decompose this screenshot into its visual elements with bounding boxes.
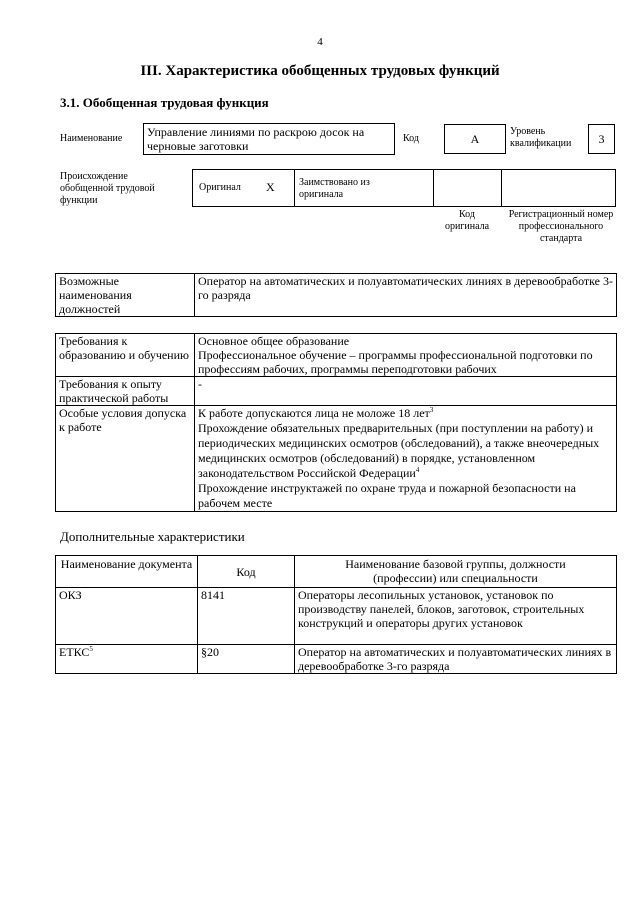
conditions-line: К работе допускаются лица не моложе 18 лет$^3$ xyxy=(198,406,434,420)
code-cell: §20 xyxy=(198,645,295,674)
table-row xyxy=(56,645,617,674)
table-row xyxy=(56,334,617,377)
education-value xyxy=(195,334,617,377)
extra-title: Дополнительные характеристики xyxy=(60,529,245,544)
doc-cell: ЕТКС$^5$ xyxy=(56,645,198,674)
extra-table xyxy=(55,555,617,674)
education-label: Требования к образованию и обучению xyxy=(56,334,195,377)
original-mark: X xyxy=(266,180,275,194)
positions-table xyxy=(55,273,617,317)
col-header-name: Наименование базовой группы, должности (профессии) или специальности xyxy=(295,556,617,588)
code-original-caption: Код оригинала xyxy=(444,209,490,232)
original-label: Оригинал xyxy=(199,182,241,193)
conditions-line: Прохождение инструктажей по охране труда и пожарной безопасности на рабочем месте xyxy=(198,481,576,510)
doc-cell: ОКЗ xyxy=(56,588,198,645)
table-row xyxy=(56,588,617,645)
experience-value: - xyxy=(195,377,617,406)
table-row xyxy=(56,274,617,317)
requirements-table xyxy=(55,333,617,512)
section-title: III. Характеристика обобщенных трудовых функций xyxy=(140,63,500,79)
experience-label: Требования к опыту практической работы xyxy=(56,377,195,406)
code-label: Код xyxy=(403,133,419,144)
education-line: Основное общее образование xyxy=(198,334,350,348)
col-header-document: Наименование документа xyxy=(56,556,198,588)
level-value-box xyxy=(588,124,615,154)
positions-label: Возможные наименования должностей xyxy=(56,274,195,317)
code-value-box xyxy=(444,124,506,154)
special-conditions-value xyxy=(195,406,617,512)
reg-number-caption: Регистрационный номер профессионального стандарта xyxy=(508,209,614,244)
table-row xyxy=(56,377,617,406)
borrowed-label: Заимствовано из оригинала xyxy=(299,177,370,200)
code-cell: 8141 xyxy=(198,588,295,645)
level-value: 3 xyxy=(598,132,605,146)
table-header-row xyxy=(56,556,617,588)
code-value: А xyxy=(470,132,480,146)
level-label: Уровень квалификации xyxy=(510,126,572,149)
conditions-line: Прохождение обязательных предварительных (при поступлении на работу) и периодических медицинских осмотров (обследований), а также внеочередных медицинских осмотров (обследований) в порядке, установленном законодательством Российской Федерации$^4$ xyxy=(198,421,600,480)
special-conditions-label: Особые условия допуска к работе xyxy=(56,406,195,512)
subsection-title: 3.1. Обобщенная трудовая функция xyxy=(60,95,269,110)
education-line: Профессиональное обучение – программы профессиональной подготовки по профессиям рабочих, программы переподготовки рабочих xyxy=(198,348,593,376)
name-cell: Оператор на автоматических и полуавтоматических линиях в деревообработке 3-го разряда xyxy=(295,645,617,674)
name-value: Управление линиями по раскрою досок на черновые заготовки xyxy=(147,125,365,153)
page-number: 4 xyxy=(317,36,323,48)
col-header-code: Код xyxy=(198,556,295,588)
origin-label: Происхождение обобщенной трудовой функции xyxy=(60,171,155,206)
origin-table xyxy=(192,169,616,207)
table-row xyxy=(56,406,617,512)
name-cell: Операторы лесопильных установок, установок по производству панелей, блоков, заготовок, строительных конструкций и операторы других установок xyxy=(295,588,617,645)
name-label: Наименование xyxy=(60,133,123,144)
positions-value: Оператор на автоматических и полуавтоматических линиях в деревообработке 3-го разряда xyxy=(195,274,617,317)
name-value-box xyxy=(143,123,395,155)
